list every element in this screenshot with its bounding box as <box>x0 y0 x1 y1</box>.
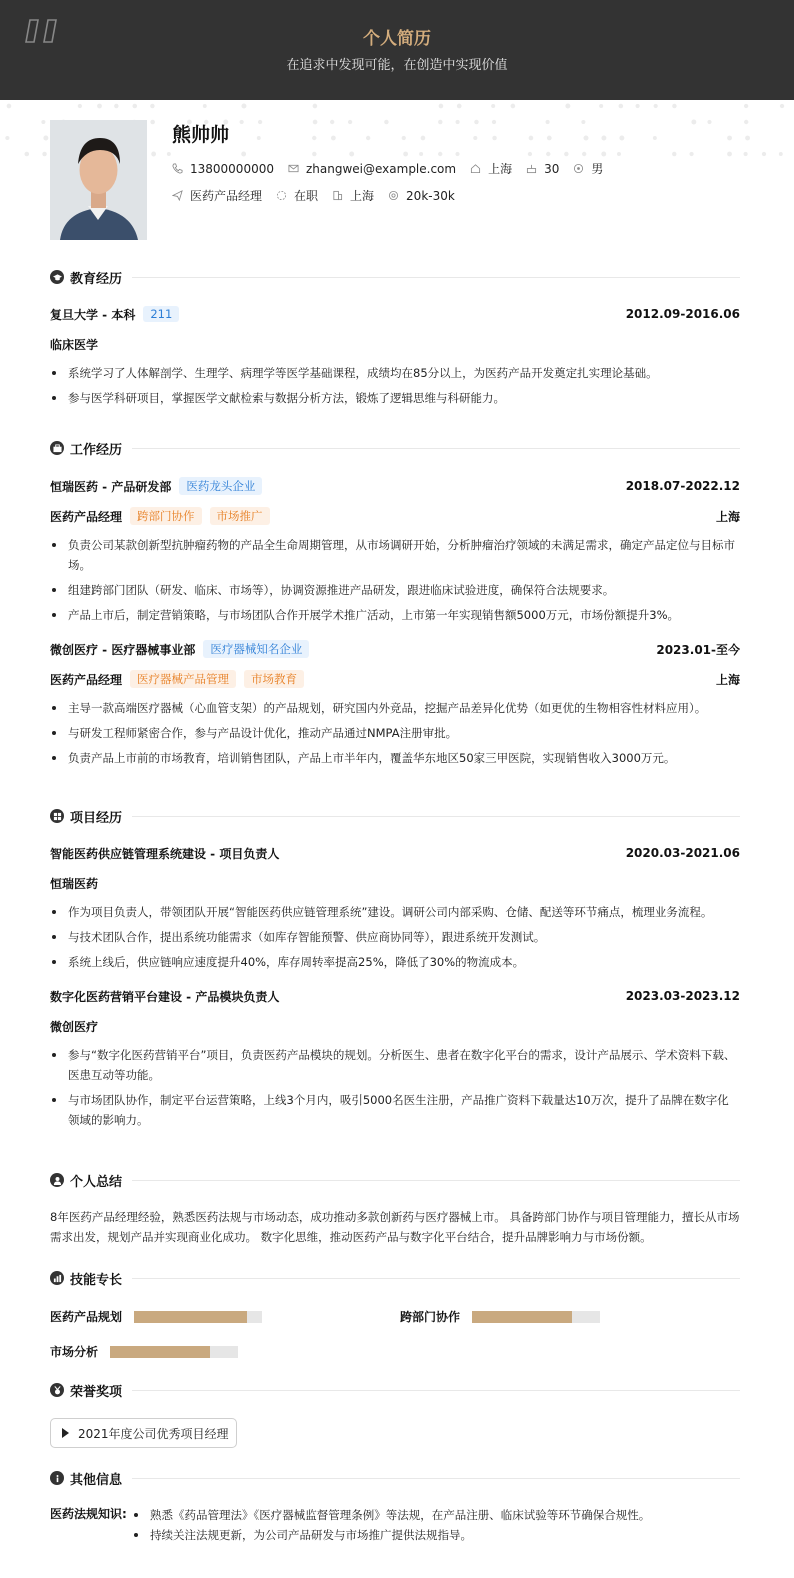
projects-header <box>50 806 740 826</box>
section-divider <box>132 1478 740 1479</box>
company-tag: 医疗器械知名企业 <box>203 640 309 658</box>
work-period: 2023.01-至今 <box>656 642 740 657</box>
project-period: 2023.03-2023.12 <box>625 989 740 1003</box>
phone-value: 13800000000 <box>190 161 274 176</box>
role-tag: 跨部门协作 <box>130 507 202 525</box>
section-divider <box>132 448 740 449</box>
education-header <box>50 267 740 287</box>
awards-header <box>50 1380 740 1400</box>
play-triangle-icon <box>62 1428 69 1438</box>
graduation-cap-icon <box>50 270 64 284</box>
skill-bar-fill <box>472 1311 572 1323</box>
role-tag: 医疗器械产品管理 <box>130 670 236 688</box>
project-name: 智能医药供应链管理系统建设 - 项目负责人 <box>50 846 280 861</box>
avatar-photo <box>50 120 147 240</box>
home-icon <box>470 163 481 174</box>
resume-title: 个人简历 <box>363 29 431 49</box>
work-location: 上海 <box>715 509 740 524</box>
project-icon <box>50 809 64 823</box>
mail-icon <box>288 163 299 174</box>
work-period: 2018.07-2022.12 <box>625 479 740 493</box>
section-divider <box>132 816 740 817</box>
cake-icon <box>526 163 537 174</box>
list-item: 持续关注法规更新，为公司产品研发与市场推广提供法规指导。 <box>132 1525 742 1545</box>
work-entry-head <box>50 477 740 495</box>
list-item: 产品上市后，制定营销策略，与市场团队合作开展学术推广活动，上市第一年实现销售额5000万元，市场份额提升3%。 <box>50 605 740 625</box>
skill-name: 医药产品规划 <box>50 1310 123 1324</box>
skill-item <box>50 1343 238 1360</box>
projects-section <box>50 806 740 1130</box>
status-value: 在职 <box>294 189 319 203</box>
status-item <box>276 187 318 204</box>
role-tag: 市场教育 <box>244 670 304 688</box>
other-section <box>50 1468 740 1488</box>
projects-title: 项目经历 <box>70 810 123 826</box>
work-header <box>50 438 740 458</box>
section-divider <box>132 1390 740 1391</box>
briefcase-icon <box>50 441 64 455</box>
list-item: 负责产品上市前的市场教育，培训销售团队，产品上市半年内，覆盖华东地区50家三甲医院，实现销售收入3000万元。 <box>50 748 740 768</box>
coin-icon <box>388 190 399 201</box>
info-icon <box>50 1471 64 1485</box>
work-title: 工作经历 <box>70 442 123 458</box>
email-value: zhangwei@example.com <box>305 161 457 176</box>
skill-bar <box>110 1346 238 1358</box>
phone-icon <box>172 163 183 174</box>
resume-subtitle: 在追求中发现可能，在创造中实现价值 <box>286 58 508 73</box>
list-item: 参与医学科研项目，掌握医学文献检索与数据分析方法，锻炼了逻辑思维与科研能力。 <box>50 388 740 408</box>
contact-info-row <box>172 160 617 177</box>
skill-name: 市场分析 <box>50 1345 99 1359</box>
list-item: 负责公司某款创新型抗肿瘤药物的产品全生命周期管理，从市场调研开始，分析肿瘤治疗领域的未满足需求，确定产品定位与目标市场。 <box>50 535 740 575</box>
list-item: 与研发工程师紧密合作，参与产品设计优化，推动产品通过NMPA注册审批。 <box>50 723 740 743</box>
role-name: 医药产品经理 <box>50 672 123 687</box>
school-tag: 211 <box>143 306 179 322</box>
skill-name: 跨部门协作 <box>400 1310 461 1324</box>
bar-chart-icon <box>50 1271 64 1285</box>
summary-text: 8年医药产品经理经验，熟悉医药法规与市场动态，成功推动多款创新药与医疗器械上市。 具备跨部门协作与项目管理能力，擅长从市场需求出发，规划产品并实现商业化成功。 数字化思维，推动医药产品与数字化平台结合，提升品牌影响力与市场份额。 <box>50 1210 740 1244</box>
skills-section <box>50 1268 740 1288</box>
skills-header <box>50 1268 740 1288</box>
status-icon <box>276 190 287 201</box>
award-text: 2021年度公司优秀项目经理 <box>78 1426 229 1441</box>
work-entry-head <box>50 640 740 658</box>
project-org: 微创医疗 <box>50 1019 99 1034</box>
project-period: 2020.03-2021.06 <box>625 846 740 860</box>
other-header <box>50 1468 740 1488</box>
education-title: 教育经历 <box>70 271 123 287</box>
age-value: 30 <box>544 161 560 176</box>
list-item: 系统学习了人体解剖学、生理学、病理学等医学基础课程，成绩均在85分以上，为医药产品开发奠定扎实理论基础。 <box>50 363 740 383</box>
medal-icon <box>50 1383 64 1397</box>
project-entry-head <box>50 844 740 862</box>
job-info-row <box>172 187 469 204</box>
awards-title: 荣誉奖项 <box>70 1384 123 1400</box>
gender-icon <box>573 163 584 174</box>
list-item: 作为项目负责人，带领团队开展“智能医药供应链管理系统”建设。调研公司内部采购、仓储、配送等环节痛点，梳理业务流程。 <box>50 902 740 922</box>
skill-bar-fill <box>134 1311 247 1323</box>
education-entry-head <box>50 305 740 323</box>
major: 临床医学 <box>50 337 99 352</box>
project-bullets <box>50 1045 740 1130</box>
work-section <box>50 438 740 768</box>
section-divider <box>132 1180 740 1181</box>
hometown-item <box>470 160 512 177</box>
list-item: 系统上线后，供应链响应速度提升40%，库存周转率提高25%，降低了30%的物流成本。 <box>50 952 740 972</box>
email-item <box>288 162 456 176</box>
list-item: 参与“数字化医药营销平台”项目，负责医药产品模块的规划。分析医生、患者在数字化平台的需求，设计产品展示、学术资料下载、医患互动等功能。 <box>50 1045 740 1085</box>
company-name: 恒瑞医药 - 产品研发部 <box>50 479 172 494</box>
other-bullets <box>132 1505 742 1545</box>
awards-section <box>50 1380 740 1400</box>
summary-section <box>50 1170 740 1247</box>
summary-title: 个人总结 <box>70 1174 123 1190</box>
hometown-value: 上海 <box>488 162 513 176</box>
city-item <box>332 187 374 204</box>
skill-item <box>50 1308 262 1325</box>
position-value: 医药产品经理 <box>190 189 263 203</box>
list-item: 组建跨部门团队（研发、临床、市场等），协调资源推进产品研发，跟进临床试验进度，确保符合法规要求。 <box>50 580 740 600</box>
salary-value: 20k-30k <box>406 188 455 203</box>
role-tag: 市场推广 <box>210 507 270 525</box>
education-period: 2012.09-2016.06 <box>625 307 740 321</box>
avatar-icon <box>50 120 147 240</box>
work-role-row <box>50 507 740 525</box>
gender-value: 男 <box>591 162 604 176</box>
project-bullets <box>50 902 740 972</box>
city-value: 上海 <box>350 189 375 203</box>
send-icon <box>172 190 183 201</box>
company-tag: 医药龙头企业 <box>179 477 262 495</box>
role-name: 医药产品经理 <box>50 509 123 524</box>
section-divider <box>132 277 740 278</box>
phone-item <box>172 162 274 176</box>
work-bullets <box>50 698 740 768</box>
project-name: 数字化医药营销平台建设 - 产品模块负责人 <box>50 989 280 1004</box>
skill-bar <box>472 1311 600 1323</box>
user-icon <box>50 1173 64 1187</box>
project-entry-head <box>50 987 740 1005</box>
skill-bar-fill <box>110 1346 210 1358</box>
other-title: 其他信息 <box>70 1472 123 1488</box>
summary-header <box>50 1170 740 1190</box>
candidate-name: 熊帅帅 <box>172 124 230 146</box>
education-bullets <box>50 363 740 408</box>
project-org: 恒瑞医药 <box>50 876 99 891</box>
award-item <box>50 1418 237 1448</box>
company-name: 微创医疗 - 医疗器械事业部 <box>50 642 196 657</box>
position-item <box>172 187 262 204</box>
building-icon <box>332 190 343 201</box>
work-role-row <box>50 670 740 688</box>
skill-bar <box>134 1311 262 1323</box>
work-location: 上海 <box>715 672 740 687</box>
skills-title: 技能专长 <box>70 1272 123 1288</box>
other-label: 医药法规知识: <box>50 1507 127 1521</box>
list-item: 熟悉《药品管理法》《医疗器械监督管理条例》等法规，在产品注册、临床试验等环节确保合规性。 <box>132 1505 742 1525</box>
gender-item <box>573 160 603 177</box>
age-item <box>526 162 559 176</box>
list-item: 主导一款高端医疗器械（心血管支架）的产品规划，研究国内外竞品，挖掘产品差异化优势（如更优的生物相容性材料应用）。 <box>50 698 740 718</box>
skill-item <box>400 1308 600 1325</box>
list-item: 与技术团队合作，提出系统功能需求（如库存智能预警、供应商协同等），跟进系统开发测试。 <box>50 927 740 947</box>
section-divider <box>132 1278 740 1279</box>
education-section <box>50 267 740 408</box>
school-name: 复旦大学 - 本科 <box>50 307 136 322</box>
list-item: 与市场团队协作，制定平台运营策略，上线3个月内，吸引5000名医生注册，产品推广资料下载量达10万次，提升了品牌在数字化领域的影响力。 <box>50 1090 740 1130</box>
header-banner <box>0 0 794 100</box>
salary-item <box>388 189 455 203</box>
work-bullets <box>50 535 740 625</box>
